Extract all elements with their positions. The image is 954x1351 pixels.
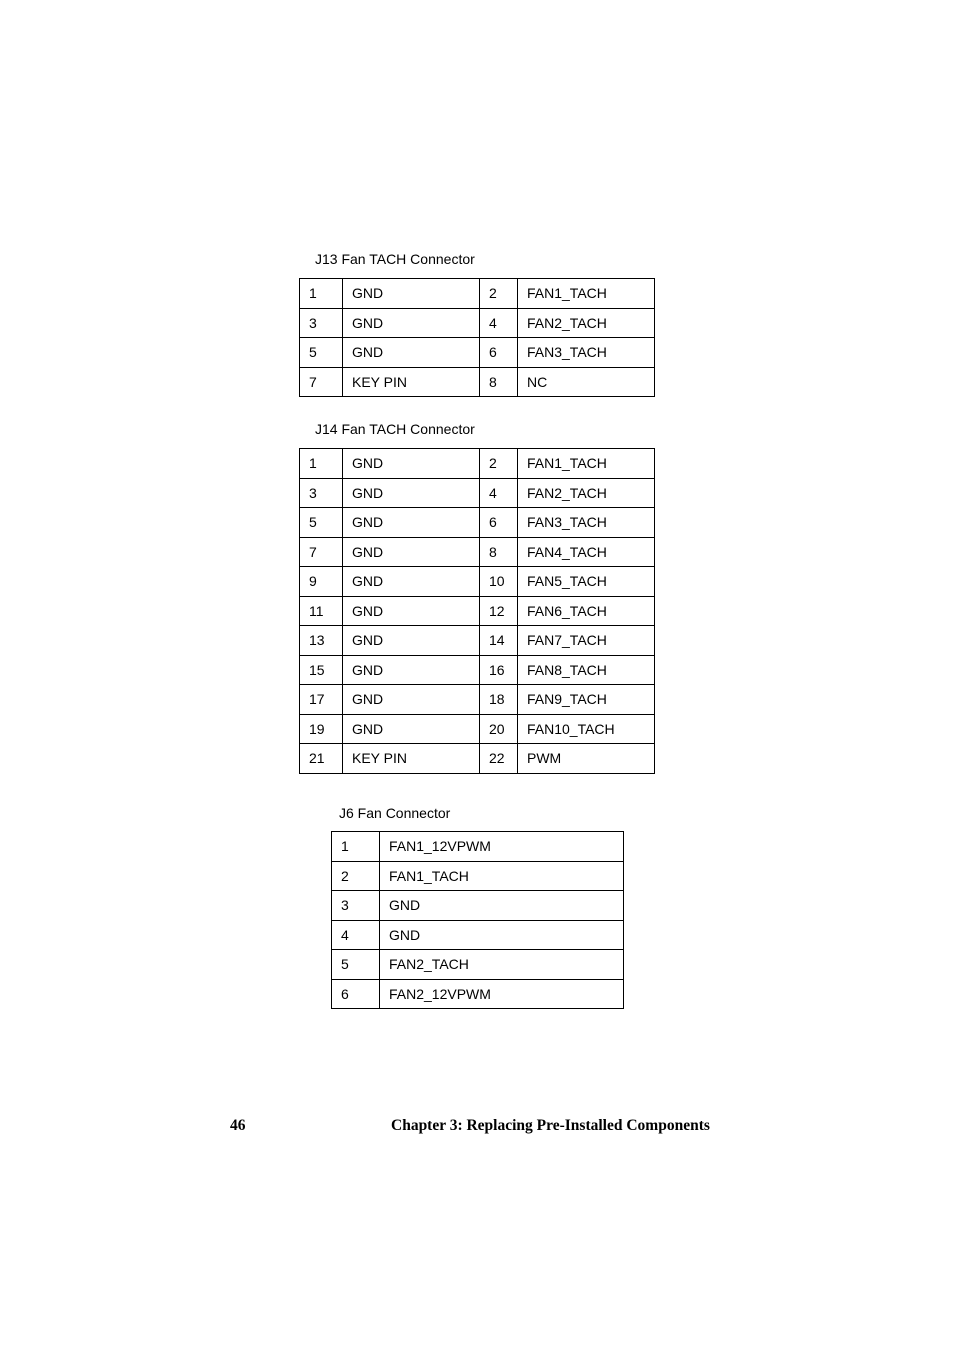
- signal-name-cell: FAN1_TACH: [518, 449, 655, 479]
- pin-number-cell: 18: [480, 685, 518, 715]
- table-row: [300, 626, 655, 656]
- signal-name-cell: FAN2_TACH: [518, 308, 655, 338]
- pin-number-cell: 4: [332, 920, 380, 950]
- signal-name-cell: GND: [343, 449, 480, 479]
- signal-name-cell: GND: [343, 508, 480, 538]
- signal-name-cell: GND: [343, 279, 480, 309]
- table-row: [332, 861, 624, 891]
- table-row: [300, 685, 655, 715]
- signal-name-cell: FAN3_TACH: [518, 338, 655, 368]
- pin-number-cell: 2: [332, 861, 380, 891]
- signal-name-cell: GND: [380, 891, 624, 921]
- j6-pinout-table: [331, 831, 624, 1009]
- pin-number-cell: 1: [300, 449, 343, 479]
- table-row: [332, 891, 624, 921]
- pin-number-cell: 5: [332, 950, 380, 980]
- pin-number-cell: 11: [300, 596, 343, 626]
- table-row: [300, 596, 655, 626]
- table-row: [300, 744, 655, 774]
- pin-number-cell: 1: [300, 279, 343, 309]
- signal-name-cell: GND: [343, 338, 480, 368]
- pin-number-cell: 2: [480, 279, 518, 309]
- signal-name-cell: FAN7_TACH: [518, 626, 655, 656]
- pin-number-cell: 17: [300, 685, 343, 715]
- pin-number-cell: 5: [300, 508, 343, 538]
- pin-number-cell: 21: [300, 744, 343, 774]
- pin-number-cell: 4: [480, 308, 518, 338]
- j13-pinout-table: [299, 278, 655, 397]
- signal-name-cell: FAN8_TACH: [518, 655, 655, 685]
- pin-number-cell: 12: [480, 596, 518, 626]
- signal-name-cell: GND: [343, 478, 480, 508]
- table-row: [300, 655, 655, 685]
- signal-name-cell: NC: [518, 367, 655, 397]
- pin-number-cell: 9: [300, 567, 343, 597]
- pin-number-cell: 15: [300, 655, 343, 685]
- table-row: [332, 832, 624, 862]
- signal-name-cell: FAN9_TACH: [518, 685, 655, 715]
- pin-number-cell: 7: [300, 537, 343, 567]
- pin-number-cell: 1: [332, 832, 380, 862]
- pin-number-cell: 19: [300, 714, 343, 744]
- table-row: [300, 537, 655, 567]
- table-row: [300, 714, 655, 744]
- pin-number-cell: 5: [300, 338, 343, 368]
- pin-number-cell: 4: [480, 478, 518, 508]
- pin-number-cell: 16: [480, 655, 518, 685]
- pin-number-cell: 3: [300, 478, 343, 508]
- table-row: [300, 478, 655, 508]
- signal-name-cell: KEY PIN: [343, 744, 480, 774]
- pin-number-cell: 6: [480, 338, 518, 368]
- j14-table-caption: J14 Fan TACH Connector: [315, 421, 475, 437]
- signal-name-cell: GND: [343, 685, 480, 715]
- table-row: [300, 508, 655, 538]
- signal-name-cell: FAN2_TACH: [380, 950, 624, 980]
- signal-name-cell: FAN1_12VPWM: [380, 832, 624, 862]
- signal-name-cell: FAN4_TACH: [518, 537, 655, 567]
- j14-pinout-table: [299, 448, 655, 774]
- chapter-title: Chapter 3: Replacing Pre-Installed Components: [391, 1117, 710, 1134]
- pin-number-cell: 6: [332, 979, 380, 1009]
- signal-name-cell: GND: [343, 626, 480, 656]
- pin-number-cell: 7: [300, 367, 343, 397]
- pin-number-cell: 22: [480, 744, 518, 774]
- pin-number-cell: 3: [300, 308, 343, 338]
- pin-number-cell: 8: [480, 367, 518, 397]
- signal-name-cell: PWM: [518, 744, 655, 774]
- pin-number-cell: 10: [480, 567, 518, 597]
- signal-name-cell: GND: [343, 537, 480, 567]
- signal-name-cell: FAN1_TACH: [518, 279, 655, 309]
- signal-name-cell: FAN2_TACH: [518, 478, 655, 508]
- table-row: [300, 367, 655, 397]
- pin-number-cell: 14: [480, 626, 518, 656]
- signal-name-cell: GND: [343, 567, 480, 597]
- table-row: [332, 920, 624, 950]
- table-row: [300, 567, 655, 597]
- pin-number-cell: 2: [480, 449, 518, 479]
- pin-number-cell: 6: [480, 508, 518, 538]
- table-row: [332, 950, 624, 980]
- signal-name-cell: FAN10_TACH: [518, 714, 655, 744]
- signal-name-cell: GND: [343, 308, 480, 338]
- pin-number-cell: 3: [332, 891, 380, 921]
- pin-number-cell: 8: [480, 537, 518, 567]
- pin-number-cell: 20: [480, 714, 518, 744]
- table-row: [300, 338, 655, 368]
- pin-number-cell: 13: [300, 626, 343, 656]
- signal-name-cell: GND: [343, 655, 480, 685]
- j13-table-caption: J13 Fan TACH Connector: [315, 251, 475, 267]
- signal-name-cell: GND: [343, 714, 480, 744]
- signal-name-cell: GND: [380, 920, 624, 950]
- table-row: [300, 449, 655, 479]
- signal-name-cell: FAN6_TACH: [518, 596, 655, 626]
- table-row: [300, 279, 655, 309]
- signal-name-cell: FAN3_TACH: [518, 508, 655, 538]
- signal-name-cell: FAN1_TACH: [380, 861, 624, 891]
- signal-name-cell: FAN2_12VPWM: [380, 979, 624, 1009]
- signal-name-cell: FAN5_TACH: [518, 567, 655, 597]
- page-number: 46: [230, 1117, 246, 1134]
- table-row: [300, 308, 655, 338]
- signal-name-cell: KEY PIN: [343, 367, 480, 397]
- j6-table-caption: J6 Fan Connector: [339, 805, 451, 821]
- signal-name-cell: GND: [343, 596, 480, 626]
- table-row: [332, 979, 624, 1009]
